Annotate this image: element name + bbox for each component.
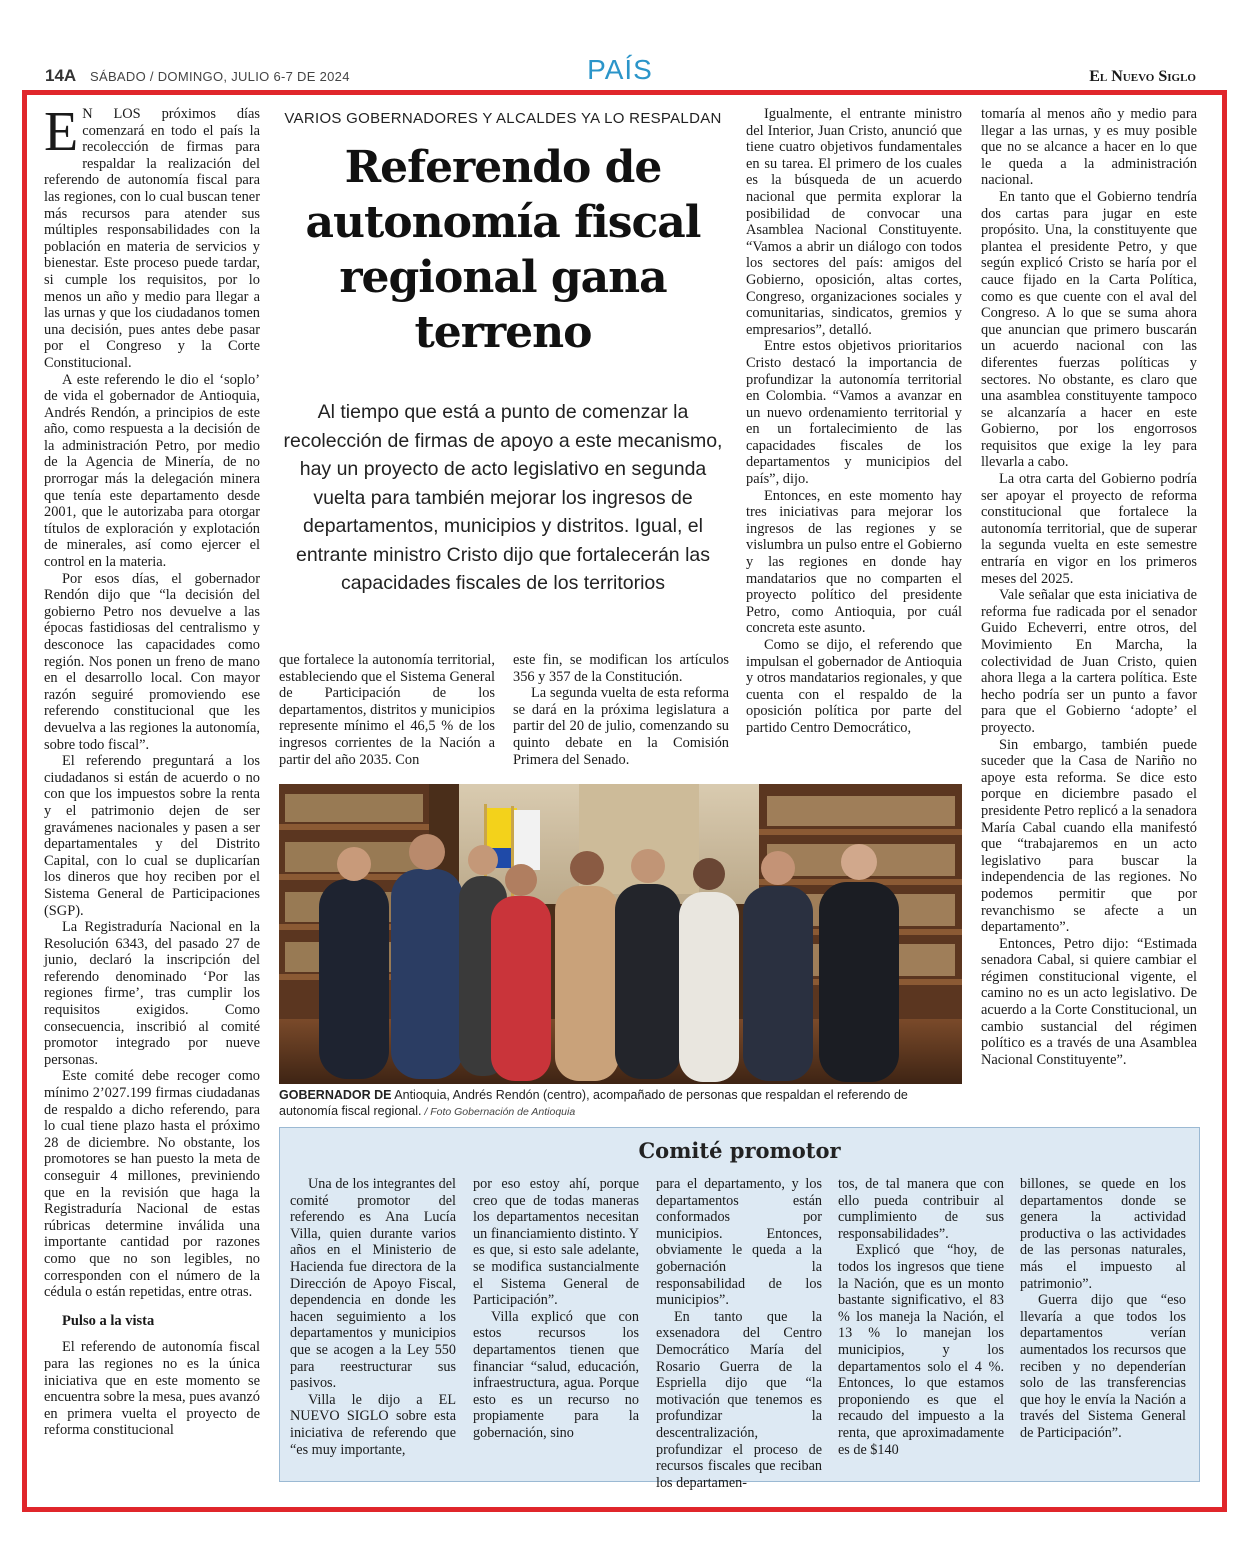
- caption-lead: GOBERNADOR DE: [279, 1088, 392, 1102]
- sidebar-paragraph: En tanto que la exsenadora del Centro Democrático María del Rosario Guerra de la Espriella dijo que “la motivación que tenemos es profundizar la descentralización, profundizar el proceso de recursos fiscales que reciban los departamen-: [656, 1308, 822, 1491]
- article-paragraph: Igualmente, el entrante ministro del Interior, Juan Cristo, anunció que tiene cuatro objetivos fundamentales en su tarea. El primero de los cuales es la búsqueda de un acuerdo nacional que permita explorar la posibilidad de convocar una Asamblea Nacional Constituyente. “Vamos a abrir un diálogo con todos los sectores del país: amigos del Gobierno, oposición, altas cortes, Congreso, organizaciones sociales y comunitarias, sindicatos, gremios y empresarios”, detalló.: [746, 106, 962, 338]
- article-paragraph: que fortalece la autonomía territorial, estableciendo que el Sistema General de Participación de los departamentos, distritos y municipios represente mínimo el 46,5 % de los ingresos corrientes de la Nación a partir del año 2035. Con: [279, 652, 495, 768]
- sidebar-paragraph: Guerra dijo que “eso llevaría a que todos los departamentos verían aumentados los recursos que reciben y no dependerían solo de las transferencias que hoy le envía la Nación a través del Sistema General de Participación”.: [1020, 1292, 1186, 1441]
- article-column-1: [44, 101, 260, 1439]
- article-paragraph: El referendo de autonomía fiscal para las regiones no es la única iniciativa que en este momento se encuentra sobre la mesa, pues avanzó en primera vuelta el proyecto de reforma constitucional: [44, 1339, 260, 1439]
- article-paragraph: tomaría al menos año y medio para llegar a las urnas, y es muy posible que no se alcance a hacer en lo que le queda a la administración nacional.: [981, 106, 1197, 189]
- sidebar-column-2: [473, 1176, 639, 1442]
- article-headline: Referendo de autonomía fiscal regional gana terreno: [305, 142, 701, 358]
- section-title: PAÍS: [587, 54, 653, 85]
- group-photo: [279, 784, 962, 1084]
- drop-cap: E: [44, 101, 79, 163]
- article-paragraph: El referendo preguntará a los ciudadanos si están de acuerdo o no con que los impuestos sobre la renta y el patrimonio dejen de ser gravámenes nacionales y pasen a ser departamentales y del Distrito Capital, con lo cual se duplicarían los dineros que hoy reciben por el Sistema General de Participaciones (SGP).: [44, 753, 260, 919]
- sidebar-column-3: [656, 1176, 822, 1491]
- article-paragraph: La segunda vuelta de esta reforma se dará en la próxima legislatura a partir del 20 de julio, comenzando su quinto debate en la Comisión Primera del Senado.: [513, 685, 729, 768]
- newspaper-brand: El Nuevo Siglo: [1089, 68, 1196, 85]
- photo-credit: / Foto Gobernación de Antioquia: [421, 1106, 576, 1118]
- article-paragraph: A este referendo le dio el ‘soplo’ de vida el gobernador de Antioquia, Andrés Rendón, a principios de este año, como respuesta a la decisión de la administración Petro, por medio de la Agencia de Minería, de no prorrogar más la delegación minera que tenía este departamento desde 2001, que le autorizaba para otorgar títulos de exploración y explotación de minerales, así como ejercer el control en la materia.: [44, 371, 260, 571]
- article-paragraph: Como se dijo, el referendo que impulsan el gobernador de Antioquia y otros mandatarios regionales, y que cuenta con el respaldo de la oposición política por parte del partido Centro Democrático,: [746, 637, 962, 736]
- issue-date: SÁBADO / DOMINGO, JULIO 6-7 DE 2024: [90, 69, 350, 84]
- sidebar-paragraph: Villa le dijo a EL NUEVO SIGLO sobre esta iniciativa de referendo que “es muy importante,: [290, 1391, 456, 1458]
- sidebar-box: [279, 1127, 1200, 1491]
- article-column-5: [981, 106, 1197, 1068]
- article-kicker: VARIOS GOBERNADORES Y ALCALDES YA LO RESPALDAN: [284, 110, 722, 127]
- article-paragraph: Entonces, Petro dijo: “Estimada senadora Cabal, si quiere cambiar el régimen constitucional vigente, el camino no es un acto legislativo. De acuerdo a la Corte Constitucional, un cambio sustancial del régimen político es a través de una Asamblea Nacional Constituyente”.: [981, 935, 1197, 1068]
- article-paragraph: Sin embargo, también puede suceder que la Casa de Nariño no apoye esta reforma. Se dice esto porque en diciembre pasado el presidente Petro replicó a la senadora María Cabal cuando ella manifestó que “trabajaremos en un acto legislativo para buscar la independencia de las regiones. No podemos permitir que por revanchismo se afecte a un departamento”.: [981, 736, 1197, 936]
- article-paragraph: Por esos días, el gobernador Rendón dijo que “la decisión del gobierno Petro nos devuelve a las épocas fastidiosas del centralismo y desconoce las capacidades como región. Nos ponen un freno de mano en el desarrollo local. Con mayor razón seguiré promoviendo ese referendo constitucional que les devuelva a las regiones la autonomía, sobre todo fiscal”.: [44, 570, 260, 753]
- sidebar-column-5: [1020, 1176, 1186, 1442]
- article-paragraph: La Registraduría Nacional en la Resolución 6343, del pasado 27 de junio, declaró la inscripción del referendo denominado ‘Por las regiones firme’, tras cumplir los requisitos exigidos. Como consecuencia, inscribió al comité promotor integrado por nueve personas.: [44, 919, 260, 1068]
- article-column-3: [513, 652, 729, 768]
- sidebar-paragraph: por eso estoy ahí, porque creo que de todas maneras los departamentos necesitan un financiamiento distinto. Y es que, si esto sale adelante, se modifica sustancialmente el Sistema General de Participación”.: [473, 1176, 639, 1309]
- sidebar-paragraph: para el departamento, y los departamentos están conformados por municipios. Entonces, obviamente le queda a la gobernación la responsabilidad de los municipios”.: [656, 1176, 822, 1309]
- article-paragraph: Vale señalar que esta iniciativa de reforma fue radicada por el senador Guido Echeverri, entre otros, del Movimiento En Marcha, la colectividad de Juan Cristo, quien ahora llega a la cartera política. Este hecho podría ser un punto a favor para que el Gobierno ‘adopte’ el proyecto.: [981, 587, 1197, 736]
- sidebar-paragraph: billones, se quede en los departamentos donde se genera la actividad productiva o las actividades de las personas naturales, más el impuesto al patrimonio”.: [1020, 1176, 1186, 1292]
- article-column-4: [746, 106, 962, 737]
- sidebar-title: Comité promotor: [638, 1138, 841, 1163]
- subheading: Pulso a la vista: [62, 1312, 155, 1329]
- article-paragraph: En tanto que el Gobierno tendría dos cartas para jugar en este propósito. Una, la constituyente que plantea el presidente Petro, y que según explicó Cristo se haría por el cauce fijado en la Carta Política, como es que cuente con el aval del Congreso. A lo que se suma ahora que anuncian que primero buscarán un acuerdo nacional con las diferentes fuerzas políticas y sectores. No obstante, es claro que una asamblea constituyente tampoco se alcanzaría a hacer en este Gobierno, por los engorrosos requisitos que exige la ley para llevarla a cabo.: [981, 188, 1197, 471]
- article-paragraph: este fin, se modifican los artículos 356 y 357 de la Constitución.: [513, 652, 729, 685]
- sidebar-column-1: [290, 1176, 456, 1458]
- article-paragraph: Entonces, en este momento hay tres iniciativas para mejorar los ingresos de las regiones y se vislumbra un pulso entre el Gobierno y las regiones en donde hay mandatarios que no comparten el proyecto político del presidente Petro, como Antioquia, por cuál concreta este asunto.: [746, 487, 962, 637]
- article-paragraph: Entre estos objetivos prioritarios Cristo destacó la importancia de profundizar la autonomía territorial en Colombia. “Vamos a avanzar en un nuevo ordenamiento territorial y en un fortalecimiento de las capacidades fiscales de los departamentos y municipios del país”, dijo.: [746, 338, 962, 488]
- article-paragraph: E N LOS próximos días comenzará en todo el país la recolección de firmas para respaldar la realización del referendo de autonomía fiscal para las regiones, con lo cual buscan tener más recursos para atender sus múltiples responsabilidades con la población en materia de servicios y bienestar. Este proceso puede tardar, si cumple los requisitos, por lo menos un año y medio para llegar a las urnas y que los ciudadanos tomen una decisión, pues antes debe pasar por el Congreso y la Corte Constitucional.: [44, 101, 260, 371]
- page-number: 14A: [45, 66, 77, 85]
- article-deck: Al tiempo que está a punto de comenzar la recolección de firmas de apoyo a este mecanismo, hay un proyecto de acto legislativo en segunda vuelta para también mejorar los ingresos de departamentos, municipios y distritos. Igual, el entrante ministro Cristo dijo que fortalecerán las capacidades fiscales de los territorios: [283, 401, 723, 594]
- article-column-2: [279, 652, 495, 768]
- photo-caption: [279, 1087, 962, 1120]
- sidebar-paragraph: tos, de tal manera que con ello pueda contribuir al cumplimiento de sus responsabilidades”.: [838, 1176, 1004, 1242]
- caption-text: Antioquia, Andrés Rendón (centro), acompañado de personas que respaldan el referendo de autonomía fiscal regional.: [279, 1088, 908, 1118]
- sidebar-paragraph: Explicó que “hoy, de todos los ingresos que tiene la Nación, que es un monto bastante significativo, el 83 % los maneja la Nación, el 13 % lo manejan los municipios, y los departamentos solo el 4 %. Entonces, lo que estamos proponiendo es que el recaudo del impuesto a la renta, que aproximadamente es de $140: [838, 1242, 1004, 1458]
- sidebar-column-4: [838, 1176, 1004, 1458]
- article-paragraph: Este comité debe recoger como mínimo 2’027.199 firmas ciudadanas de respaldo a dicho referendo, para lo cual tiene plazo hasta el próximo 28 de diciembre. No obstante, los promotores se han puesto la meta de conseguir 4 millones, previniendo que en la revisión que haga la Registraduría Nacional de estas rúbricas determine inválida una importante cantidad por razones como que no son legibles, no corresponden con el número de la cédula o están repetidas, entre otras.: [44, 1068, 260, 1301]
- sidebar-paragraph: Una de los integrantes del comité promotor del referendo es Ana Lucía Villa, quien durante varios años en el Ministerio de Hacienda fue directora de la Dirección de Apoyo Fiscal, dependencia en donde les hacen seguimiento a los departamentos y municipios que se acogen a la Ley 550 para reestructurar sus pasivos.: [290, 1176, 456, 1392]
- sidebar-paragraph: Villa explicó que con estos recursos los departamentos tienen que financiar “salud, educación, infraestructura, agua. Porque esto es un recurso no propiamente para la gobernación, sino: [473, 1308, 639, 1441]
- article-paragraph: La otra carta del Gobierno podría ser apoyar el proyecto de reforma constitucional que fortalece la autonomía territorial, que de superar la segunda vuelta en este semestre entraría en vigor en los primeros meses del 2025.: [981, 471, 1197, 587]
